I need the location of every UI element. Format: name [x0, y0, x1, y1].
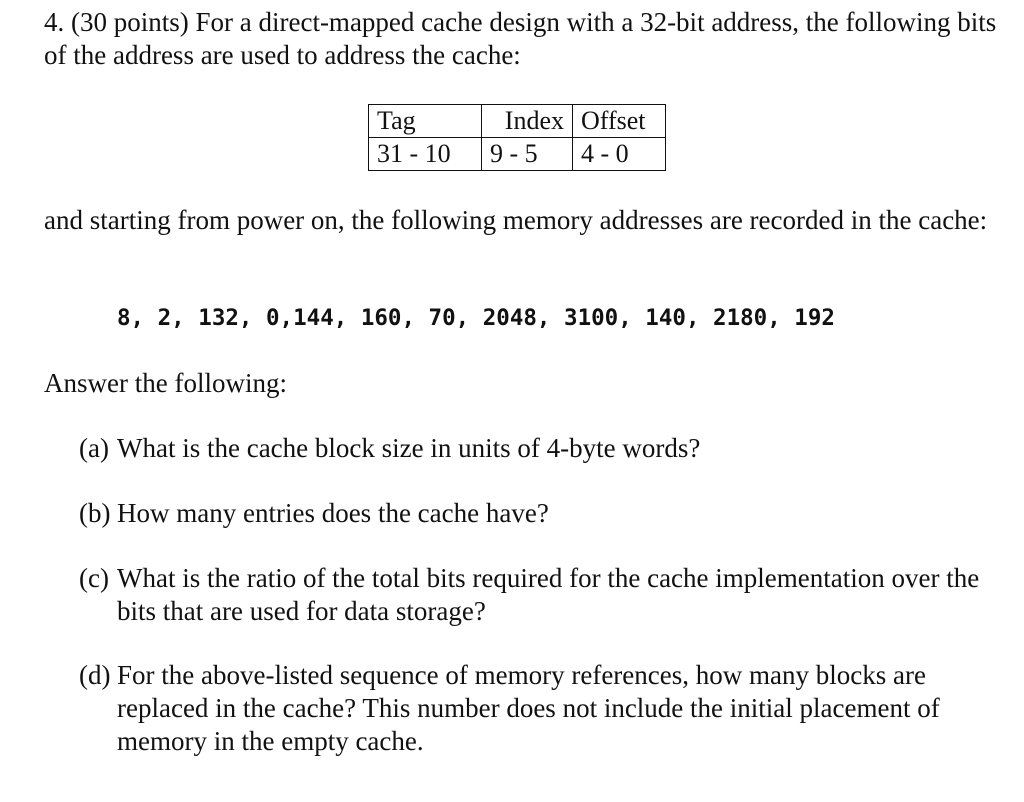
table-header-row: [369, 105, 666, 138]
question-a: [79, 432, 999, 465]
address-sequence: 8, 2, 132, 0,144, 160, 70, 2048, 3100, 140, 2180, 192: [117, 305, 835, 331]
question-text: What is the ratio of the total bits required for the cache implementation over the bits that are used for data storage?: [117, 563, 980, 626]
after-table-text: and starting from power on, the following memory addresses are recorded in the cache:: [44, 205, 988, 235]
question-label: (d): [79, 660, 111, 690]
index-bits: 9 - 5: [482, 138, 573, 171]
offset-header: Offset: [573, 105, 666, 138]
table-value-row: [369, 138, 666, 171]
question-label: (c): [79, 563, 109, 593]
question-text: What is the cache block size in units of 4-byte words?: [117, 433, 701, 463]
question-label: (a): [79, 433, 109, 463]
offset-bits: 4 - 0: [573, 138, 666, 171]
question-b: [79, 497, 999, 530]
question-text: How many entries does the cache have?: [117, 498, 549, 528]
tag-header: Tag: [369, 105, 482, 138]
address-bits-table: [368, 104, 666, 171]
tag-bits: 31 - 10: [369, 138, 482, 171]
problem-intro: 4. (30 points) For a direct-mapped cache design with a 32-bit address, the following bits of the address are used to address the cache:: [44, 7, 997, 70]
question-label: (b): [79, 498, 111, 528]
question-d: [79, 659, 999, 758]
answer-heading: Answer the following:: [44, 368, 287, 398]
index-header: Index: [482, 105, 573, 138]
question-c: [79, 562, 999, 628]
question-text: For the above-listed sequence of memory references, how many blocks are replaced in the cache? This number does not include the initial placement of memory in the empty cache.: [117, 660, 940, 756]
